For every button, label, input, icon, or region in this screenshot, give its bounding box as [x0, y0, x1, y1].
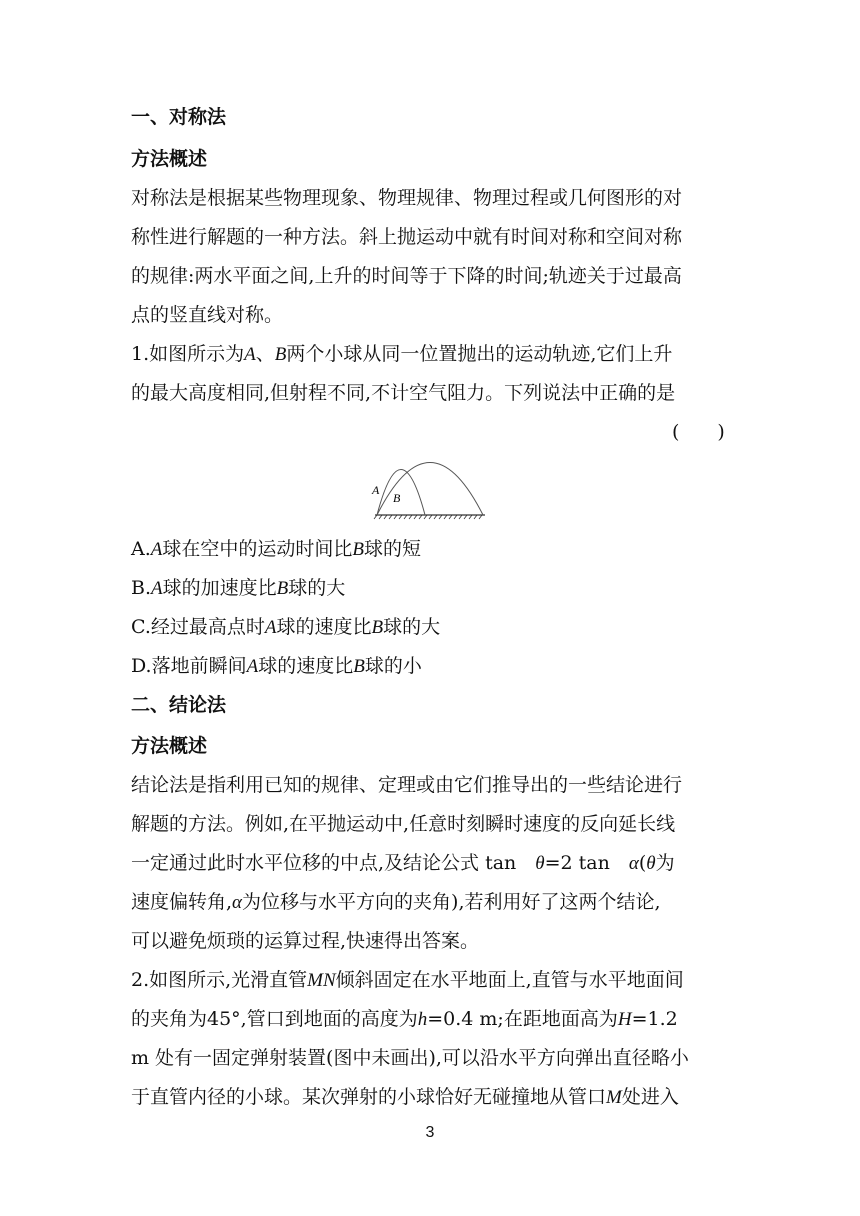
symbol: A	[151, 578, 163, 599]
text-span: B.	[131, 577, 152, 599]
text-span: 1.如图所示为	[131, 343, 245, 365]
symbol-theta: θ	[535, 853, 545, 874]
symbol: B	[353, 656, 365, 677]
symbol-alpha: α	[628, 853, 639, 874]
text-span: 球的速度比	[276, 616, 372, 638]
text-span: =1.2	[631, 1008, 678, 1030]
figure-label-a: A	[372, 483, 380, 497]
trajectory-a	[377, 470, 425, 516]
figure-label-b: B	[393, 491, 401, 505]
paragraph-line: 点的竖直线对称。	[131, 304, 284, 326]
paragraph-line: 结论法是指利用已知的规律、定理或由它们推导出的一些结论进行	[131, 774, 683, 796]
option-a	[131, 536, 421, 563]
text-span: 球的加速度比	[162, 577, 277, 599]
text-span: 球的速度比	[258, 655, 354, 677]
text-span: 为	[655, 852, 675, 874]
text-span: 一定通过此时水平位移的中点,及结论公式 tan	[131, 852, 536, 874]
symbol-M: M	[606, 1087, 622, 1108]
section-subtitle: 方法概述	[131, 735, 208, 757]
answer-bracket: ( )	[672, 421, 725, 443]
paragraph-line	[131, 850, 675, 877]
section-title: 一、对称法	[131, 106, 227, 128]
trajectory-b	[377, 463, 483, 516]
symbol: B	[276, 578, 289, 599]
question-1-line: 的最大高度相同,但射程不同,不计空气阻力。下列说法中正确的是	[131, 382, 676, 404]
symbol: B	[371, 617, 384, 638]
text-span: 、	[255, 343, 275, 365]
symbol-h: h	[417, 1009, 428, 1030]
text-span: D.落地前瞬间	[131, 655, 247, 677]
symbol-MN: MN	[307, 970, 336, 991]
text-span: A.	[131, 538, 151, 560]
text-span: 速度偏转角,	[131, 891, 233, 913]
text-span: C.经过最高点时	[131, 616, 265, 638]
text-span: 为位移与水平方向的夹角),若利用好了这两个结论,	[242, 891, 661, 913]
symbol-B: B	[274, 344, 287, 365]
section-subtitle: 方法概述	[131, 148, 208, 170]
question-2-line: m 处有一固定弹射装置(图中未画出),可以沿水平方向弹出直径略小	[131, 1047, 689, 1069]
symbol-alpha: α	[232, 892, 243, 913]
symbol: A	[150, 539, 163, 560]
question-2-line	[131, 1084, 679, 1111]
symbol-A: A	[244, 344, 256, 365]
text-span: 球的小	[364, 655, 422, 677]
paragraph-line: 解题的方法。例如,在平抛运动中,任意时刻瞬时速度的反向延长线	[131, 813, 676, 835]
question-2-line	[131, 1006, 678, 1033]
text-span: =0.4 m;在距地面高为	[427, 1008, 618, 1030]
text-span: (	[638, 852, 647, 874]
paragraph-line: 称性进行解题的一种方法。斜上抛运动中就有时间对称和空间对称	[131, 226, 683, 248]
text-span: 球的大	[288, 577, 346, 599]
paragraph-line: 的规律:两水平面之间,上升的时间等于下降的时间;轨迹关于过最高	[131, 265, 682, 287]
text-span: 球的短	[364, 538, 422, 560]
section-title: 二、结论法	[131, 694, 227, 716]
trajectory-figure	[365, 452, 490, 522]
symbol-theta: θ	[646, 853, 656, 874]
symbol-H: H	[617, 1009, 632, 1030]
option-b	[131, 575, 345, 602]
text-span: 的夹角为45°,管口到地面的高度为	[131, 1008, 418, 1030]
text-span: 球的大	[383, 616, 441, 638]
text-span: 于直管内径的小球。某次弹射的小球恰好无碰撞地从管口	[131, 1086, 607, 1108]
text-span: 2.如图所示,光滑直管	[131, 969, 308, 991]
question-2-line	[131, 967, 684, 994]
text-span: 处进入	[621, 1086, 679, 1108]
symbol: A	[246, 656, 259, 677]
paragraph-line	[131, 889, 661, 916]
symbol: A	[264, 617, 277, 638]
option-d	[131, 653, 422, 680]
text-span: 倾斜固定在水平地面上,直管与水平地面间	[335, 969, 684, 991]
page-number: 3	[425, 1124, 435, 1141]
question-1-line	[131, 341, 672, 368]
text-span: 球在空中的运动时间比	[162, 538, 353, 560]
paragraph-line: 对称法是根据某些物理现象、物理规律、物理过程或几何图形的对	[131, 187, 683, 209]
option-c	[131, 614, 440, 641]
paragraph-line: 可以避免烦琐的运算过程,快速得出答案。	[131, 930, 480, 952]
text-span: =2 tan	[544, 852, 629, 874]
text-span: 两个小球从同一位置抛出的运动轨迹,它们上升	[286, 343, 673, 365]
symbol: B	[352, 539, 364, 560]
